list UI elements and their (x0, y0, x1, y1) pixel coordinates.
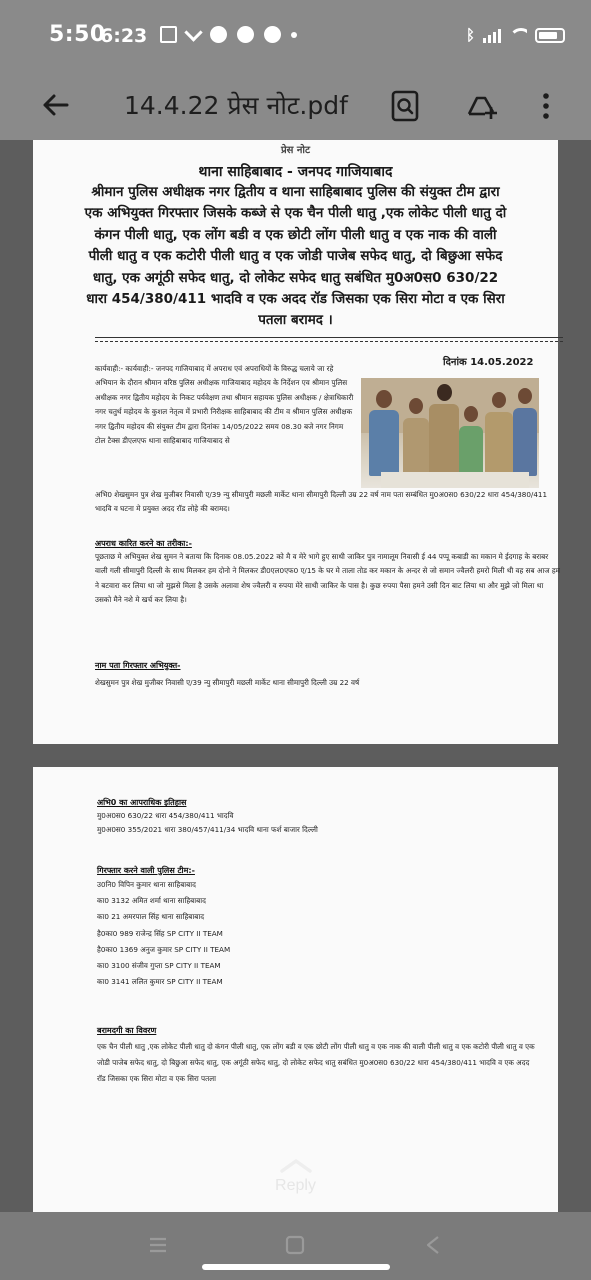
tools-notification-icon (184, 23, 202, 41)
back-arrow-icon[interactable] (40, 90, 70, 120)
arrested-title: नाम पता गिरफ्तार अभियुक्त- (95, 661, 181, 670)
gesture-home-bar[interactable] (202, 1264, 390, 1270)
whatsapp-notification-icon (237, 26, 254, 43)
action-paragraph-cont: अभि0 शेखसुमन पुत्र शेख मुजीबर निवासी ए/39 न्यु सीमापुरी मछली मार्केट थाना सीमापुरी दिल्ली उम्र 22 वर्ष नाम पता सम्बंधित मु0अ0स0 630/22 धारा 454/380/411 भादवि व घटना मे प्रयुक्त अदद रॉड लोहे की बरामद। (95, 490, 548, 514)
app-toolbar (0, 72, 591, 140)
team-member: है0का0 989 राजेन्द्र सिंह SP CITY II TEAM (97, 928, 223, 938)
recovery-paragraph: एक चैन पीली धातु ,एक लोकेट पीली धातु दो कंगन पीली धातु, एक लोंग बडी व एक छोटी लोंग पीली धातु व एक नाक की वाली पीली धातु व एक कटोरी पीली धातु व एक जोडी पाजेब सफेद धातु, दो बिछुआ सफेद धातु, एक अगूंठी सफेद धातु, दो लोकेट सफेद धातु सबंधित मु0अ0स0 630/22 धारा 454/380/411 भादवि व एक अदद रॉड जिसका एक सिरा मोटा व एक सिरा पतला (97, 1042, 535, 1083)
more-vert-icon[interactable] (540, 90, 552, 122)
station-heading: थाना साहिबाबाद - जनपद गाजियाबाद (198, 164, 393, 180)
system-icons (466, 26, 565, 44)
arrested-paragraph: शेखसुमन पुत्र शेख मुजीबर निवासी ए/39 न्यु सीमापुरी मछली मार्केट थाना सीमापुरी दिल्ली उम्र 22 वर्ष (95, 678, 360, 687)
gallery-notification-icon (160, 26, 177, 43)
recents-icon[interactable] (147, 1234, 169, 1256)
history-list (97, 809, 537, 838)
chevron-up-icon (279, 1157, 313, 1173)
history-line: मु0अ0स0 355/2021 धारा 380/457/411/34 भादवि थाना फर्श बाजार दिल्ली (97, 825, 318, 835)
recovery-title: बरामदगी का विवरण (97, 1026, 157, 1035)
home-icon[interactable] (284, 1234, 306, 1256)
wifi-icon (509, 28, 527, 42)
team-list (97, 877, 537, 990)
status-time-secondary: 6:23 (100, 25, 148, 47)
team-member: का0 3100 संजीव गुप्ता SP CITY II TEAM (97, 961, 221, 971)
action-paragraph: कार्यवाही:- कार्यवाही:- जनपद गाजियाबाद में अपराध एवं अपराधियों के विरुद्ध चलाये जा रहे अभियान के दौरान श्रीमान वरिष्ठ पुलिस अधीक्षक गाजियाबाद महोदय के निर्देशन एव श्रीमान पुलिस अधीक्षक नगर द्वितीय महोदय के निकट पर्यवेक्षण तथा श्रीमान सहायक पुलिस अधीक्षक / क्षेत्राधिकारी नगर चतुर्थ महोदय के कुशल नेतृत्व में प्रभारी निरीक्षक साहिबाबाद की टीम व श्रीमान पुलिस अधीक्षक नगर द्वितीय महोदय की संयुक्त टीम द्वारा दिनांकः 14/05/2022 समय 08.30 बजे नगर निगम टोल टैक्स डीएलएफ थाना साहिबाबाद गाजियाबाद से (95, 364, 354, 446)
back-nav-icon[interactable] (422, 1234, 444, 1256)
notification-icons (160, 26, 297, 43)
press-note-heading: प्रेस नोट (280, 145, 311, 156)
bluetooth-icon: ᛒ (465, 26, 475, 44)
date-label: दिनांक 14.05.2022 (443, 357, 534, 368)
more-notifications-dot (291, 32, 297, 38)
pdf-page-2 (33, 767, 558, 1212)
team-member: है0का0 1369 अनुज कुमार SP CITY II TEAM (97, 944, 231, 954)
team-member: का0 3141 ललित कुमार SP CITY II TEAM (97, 977, 223, 987)
headline: श्रीमान पुलिस अधीक्षक नगर द्वितीय व थाना साहिबाबाद पुलिस की संयुक्त टीम द्वारा एक अभियुक्त गिरफ्तार जिसके कब्जे से एक चैन पीली धातु ,एक लोकेट पीली धातु दो कंगन पीली धातु, एक लोंग बडी व एक छोटी लोंग पीली धातु व एक नाक की वाली पीली धातु व एक कटोरी पीली धातु व एक जोडी पाजेब सफेद धातु, दो बिछुआ सफेद धातु, एक अगूंठी सफेद धातु, दो लोकेट सफेद धातु सबंधित मु0अ0स0 630/22 धारा 454/380/411 भादवि व एक अदद रॉड जिसका एक सिरा मोटा व एक सिरा पतला बरामद । (84, 184, 507, 329)
reply-label: Reply (275, 1177, 316, 1194)
search-doc-icon[interactable] (390, 90, 420, 122)
press-photo (361, 378, 539, 488)
drive-add-icon[interactable] (465, 90, 499, 122)
method-title: अपराध कारित करने का तरीका:- (95, 539, 192, 548)
team-member: का0 3132 अमित शर्मा थाना साहिबाबाद (97, 896, 206, 906)
youtube-notification-icon (210, 26, 227, 43)
history-line: मु0अ0स0 630/22 धारा 454/380/411 भादवि (97, 811, 234, 820)
history-title: अभि0 का आपराधिक इतिहास (97, 798, 187, 807)
facebook-notification-icon (264, 26, 281, 43)
status-bar (0, 0, 591, 72)
divider (95, 337, 563, 338)
team-member: का0 21 अमरपाल सिंह थाना साहिबाबाद (97, 912, 205, 922)
reply-button[interactable] (0, 1157, 591, 1195)
status-time: 5:50 (49, 22, 106, 47)
battery-icon (535, 28, 565, 43)
team-member: उ0नि0 विपिन कुमार थाना साहिबाबाद (97, 880, 196, 889)
method-paragraph: पूछताछ मे अभियुक्त शेख सुमन ने बताया कि दिनाक 08.05.2022 को मै व मेरे भागे हुए साथी जाकिर पुत्र नामालूम निवासी ई 44 पप्पू कबाडी का मकान मे ईदगाह के बराबर वाली गली सीमापुरी दिल्ली के साथ मिलकर हम दोनो ने मिलकर डी0एल0एफ0 ए/15 के घर मे ताला तोड कर मकान के अन्दर से जो समान ज्वैलरी हमरो मिली थी वह सब आज हम ने बटवारा कर लिया था जो मुझसे मिला है उसके अलावा शेष ज्वैलरी व रुपया मेरे साथी जाकिर के पास है। कुछ रुपया पैसा हमने उसी दिन बाट लिया था और मुझे जो मिला था उसको मैने नशे मे खर्च कर लिया है। (95, 552, 560, 605)
pdf-page-1 (33, 140, 558, 744)
document-title: 14.4.22 प्रेस नोट.pdf (124, 91, 348, 120)
signal-icon (483, 27, 501, 43)
divider-dashed (95, 341, 563, 342)
team-title: गिरफ्तार करने वाली पुलिस टीम:- (97, 866, 195, 875)
